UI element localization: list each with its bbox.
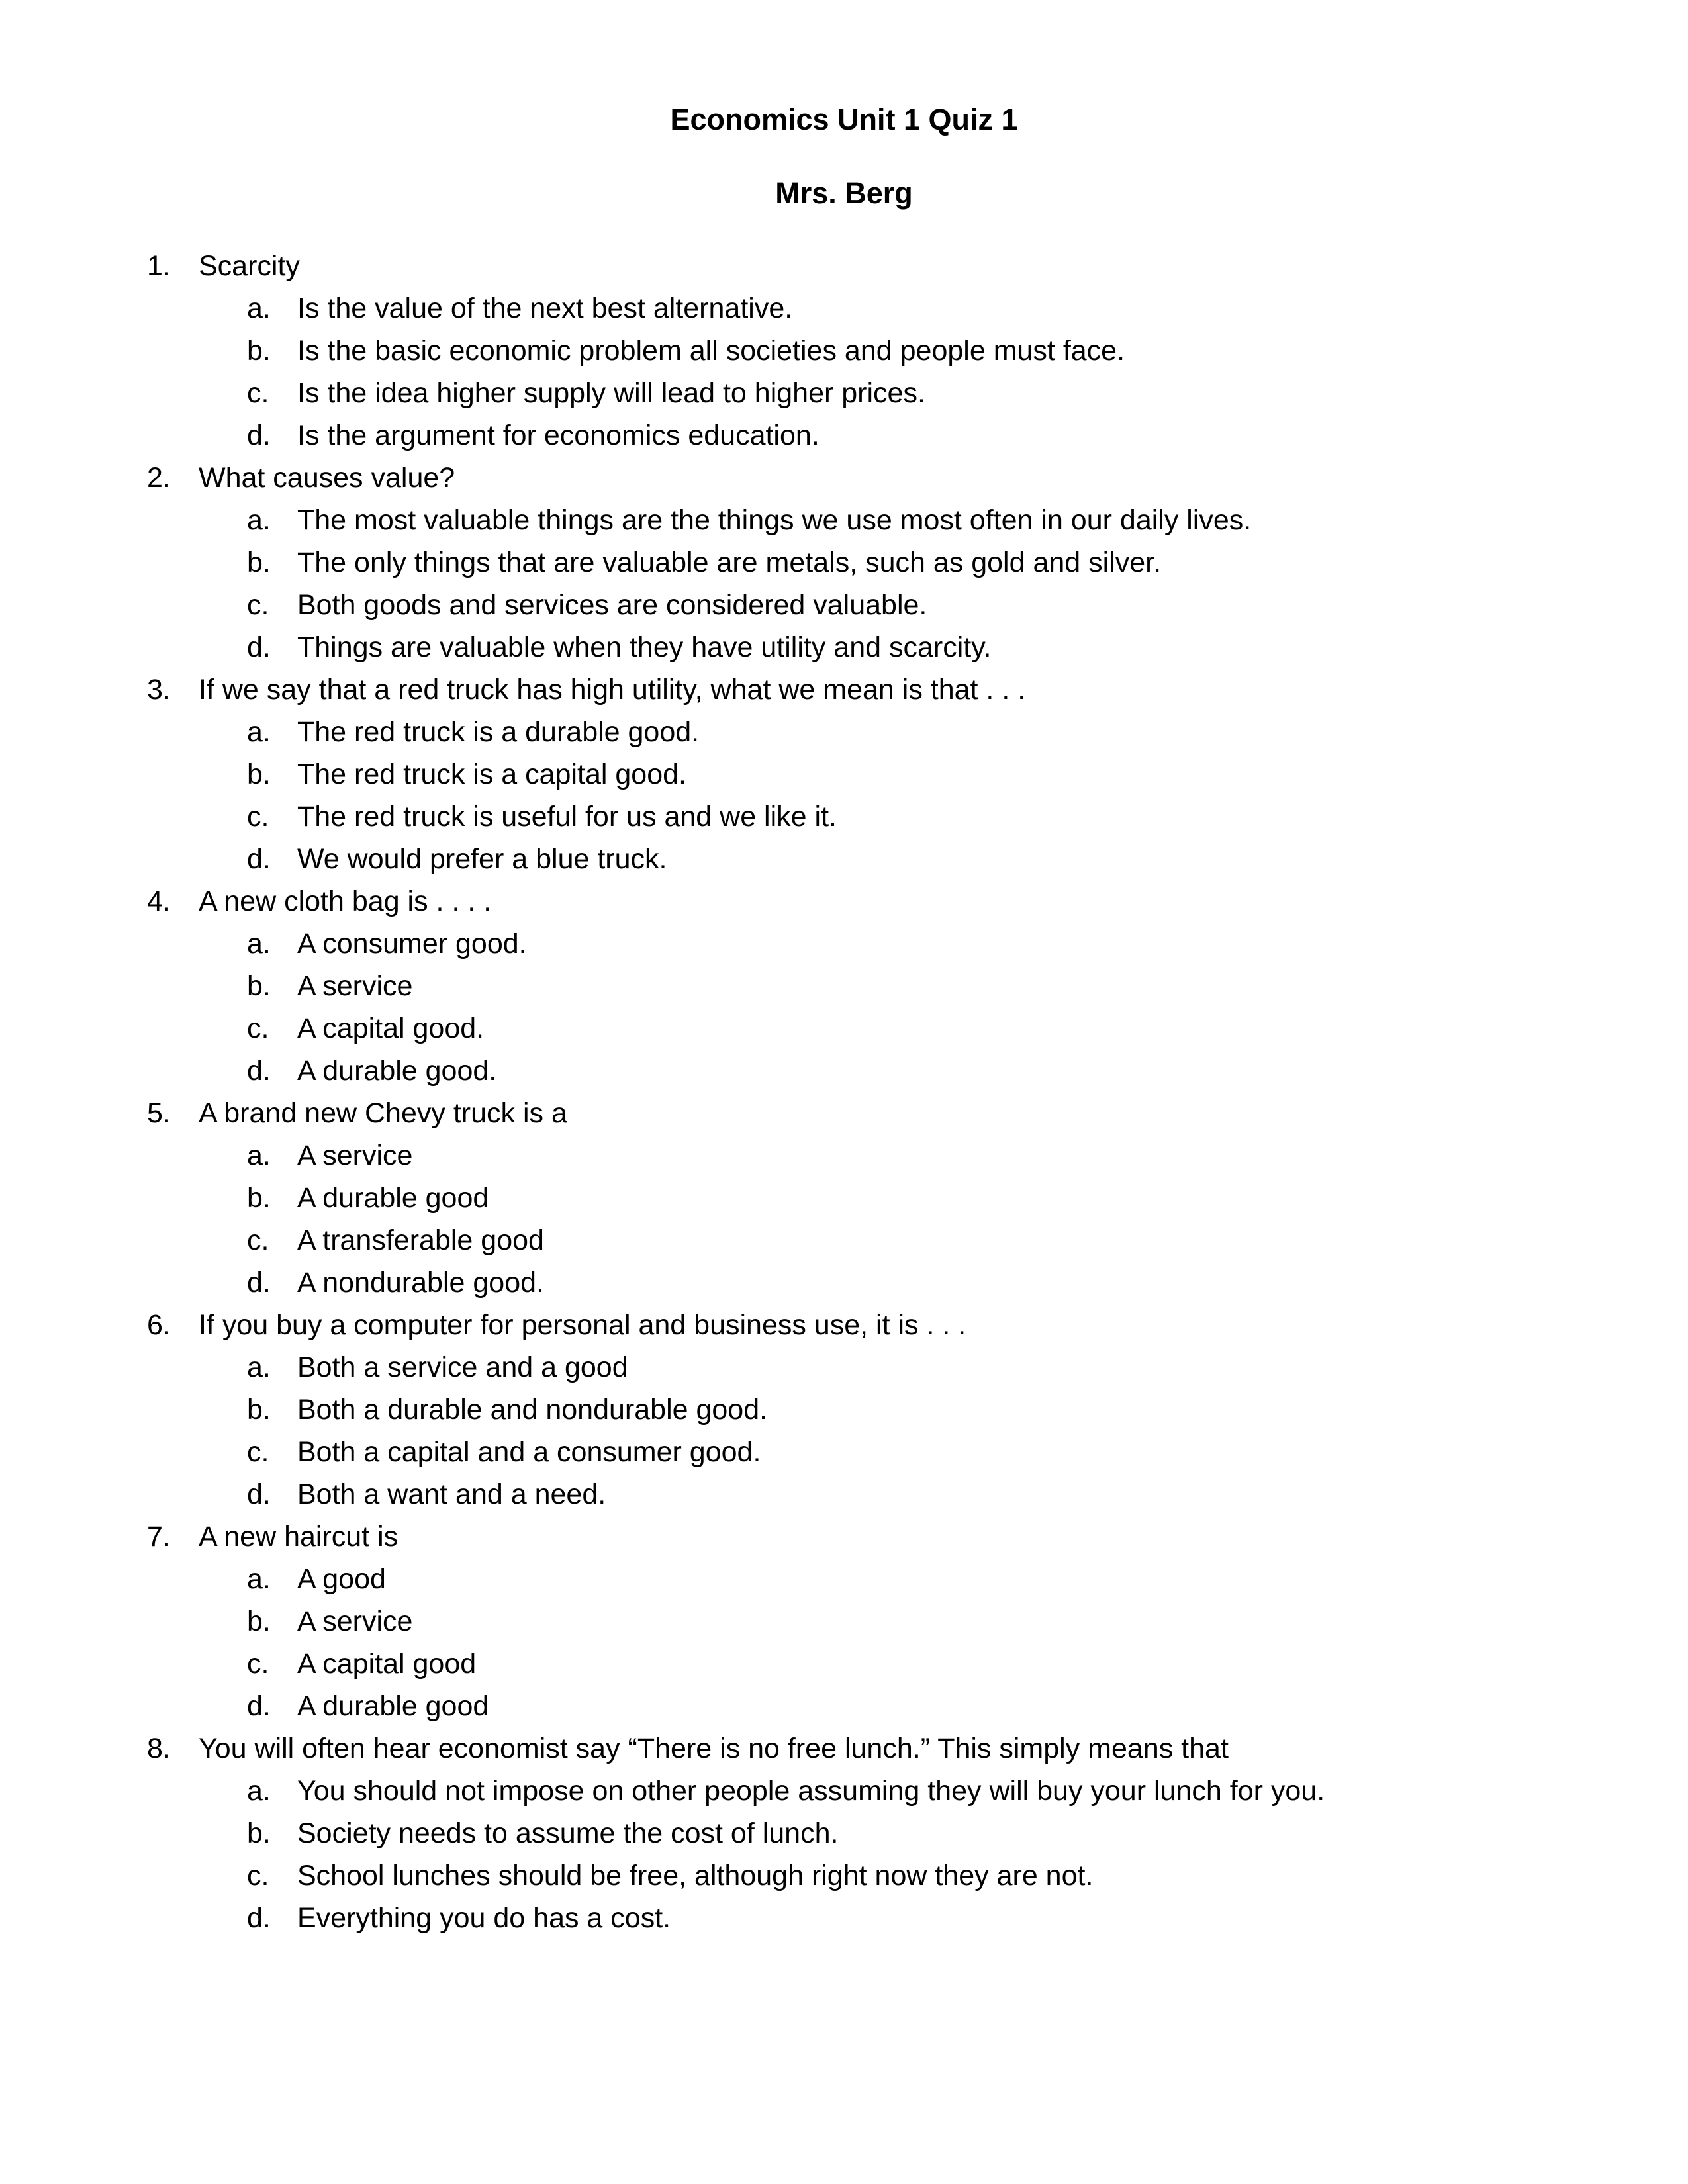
option-letter: d. — [247, 1479, 271, 1510]
option-letter: b. — [247, 1394, 271, 1426]
question-8 — [0, 1727, 1688, 1939]
question-list — [0, 245, 1688, 1939]
question-6 — [0, 1304, 1688, 1516]
option-letter: c. — [247, 1860, 269, 1891]
option-text: Things are valuable when they have utility and scarcity. — [297, 631, 992, 663]
question-text: A brand new Chevy truck is a — [199, 1097, 567, 1129]
option-letter: d. — [247, 1267, 271, 1298]
option-text: A capital good. — [297, 1013, 485, 1044]
question-number: 2. — [147, 462, 171, 494]
answer-options — [0, 711, 1688, 880]
question-7 — [0, 1516, 1688, 1727]
option-text: Both a want and a need. — [297, 1479, 606, 1510]
option-letter: d. — [247, 631, 271, 663]
question-row — [0, 1304, 1688, 1346]
question-row — [0, 1516, 1688, 1558]
answer-options — [0, 1558, 1688, 1727]
option-text: A capital good — [297, 1648, 477, 1680]
option-text: Both a service and a good — [297, 1351, 628, 1383]
option-letter: b. — [247, 1182, 271, 1214]
option-text: You should not impose on other people assuming they will buy your lunch for you. — [297, 1775, 1325, 1807]
option-letter: b. — [247, 1817, 271, 1849]
option-letter: c. — [247, 377, 269, 409]
question-number: 1. — [147, 250, 171, 282]
option-letter: a. — [247, 716, 271, 748]
question-3 — [0, 668, 1688, 880]
option-letter: d. — [247, 1055, 271, 1087]
option-text: We would prefer a blue truck. — [297, 843, 667, 875]
question-text: You will often hear economist say “There is no free lunch.” This simply means that — [199, 1733, 1229, 1764]
question-number: 5. — [147, 1097, 171, 1129]
question-text: If you buy a computer for personal and business use, it is . . . — [199, 1309, 966, 1341]
option-letter: a. — [247, 1140, 271, 1171]
answer-option-c — [0, 1007, 1688, 1050]
question-row — [0, 1727, 1688, 1770]
option-letter: c. — [247, 589, 269, 621]
answer-options — [0, 287, 1688, 457]
option-text: The most valuable things are the things we use most often in our daily lives. — [297, 504, 1252, 536]
answer-option-c — [0, 1431, 1688, 1473]
option-letter: a. — [247, 1563, 271, 1595]
question-text: If we say that a red truck has high utility, what we mean is that . . . — [199, 674, 1026, 705]
option-text: Society needs to assume the cost of lunch. — [297, 1817, 839, 1849]
question-number: 4. — [147, 886, 171, 917]
question-row — [0, 245, 1688, 287]
answer-option-a — [0, 923, 1688, 965]
option-text: Both a durable and nondurable good. — [297, 1394, 768, 1426]
answer-option-d — [0, 1685, 1688, 1727]
option-letter: c. — [247, 1013, 269, 1044]
answer-option-b — [0, 965, 1688, 1007]
option-text: Both a capital and a consumer good. — [297, 1436, 761, 1468]
answer-option-d — [0, 1897, 1688, 1939]
answer-options — [0, 1134, 1688, 1304]
option-letter: a. — [247, 928, 271, 960]
option-letter: a. — [247, 1351, 271, 1383]
question-number: 7. — [147, 1521, 171, 1553]
option-text: A durable good. — [297, 1055, 497, 1087]
option-letter: a. — [247, 293, 271, 324]
option-letter: c. — [247, 1436, 269, 1468]
question-text: A new cloth bag is . . . . — [199, 886, 492, 917]
answer-option-a — [0, 1134, 1688, 1177]
option-text: A consumer good. — [297, 928, 527, 960]
answer-option-b — [0, 330, 1688, 372]
answer-option-d — [0, 414, 1688, 457]
option-letter: b. — [247, 758, 271, 790]
option-letter: d. — [247, 420, 271, 451]
answer-option-c — [0, 796, 1688, 838]
answer-option-d — [0, 1261, 1688, 1304]
answer-option-d — [0, 626, 1688, 668]
question-1 — [0, 245, 1688, 457]
answer-option-c — [0, 584, 1688, 626]
option-letter: b. — [247, 970, 271, 1002]
question-4 — [0, 880, 1688, 1092]
question-row — [0, 1092, 1688, 1134]
option-text: Is the basic economic problem all societies and people must face. — [297, 335, 1125, 367]
option-letter: b. — [247, 547, 271, 578]
option-text: A service — [297, 1606, 413, 1637]
option-letter: a. — [247, 1775, 271, 1807]
answer-option-d — [0, 838, 1688, 880]
question-number: 3. — [147, 674, 171, 705]
option-text: A good — [297, 1563, 386, 1595]
answer-option-c — [0, 1854, 1688, 1897]
option-text: A transferable good — [297, 1224, 544, 1256]
answer-option-d — [0, 1050, 1688, 1092]
option-letter: c. — [247, 1648, 269, 1680]
option-text: Is the idea higher supply will lead to higher prices. — [297, 377, 925, 409]
option-letter: c. — [247, 801, 269, 833]
answer-option-b — [0, 541, 1688, 584]
question-row — [0, 668, 1688, 711]
answer-option-c — [0, 1219, 1688, 1261]
answer-option-c — [0, 372, 1688, 414]
option-text: A nondurable good. — [297, 1267, 544, 1298]
question-text: A new haircut is — [199, 1521, 399, 1553]
option-letter: b. — [247, 1606, 271, 1637]
answer-option-a — [0, 1346, 1688, 1388]
question-text: Scarcity — [199, 250, 300, 282]
option-letter: b. — [247, 335, 271, 367]
answer-option-d — [0, 1473, 1688, 1516]
option-letter: d. — [247, 1690, 271, 1722]
option-text: Is the value of the next best alternative. — [297, 293, 793, 324]
question-row — [0, 880, 1688, 923]
quiz-title: Economics Unit 1 Quiz 1 — [670, 103, 1018, 136]
answer-option-b — [0, 753, 1688, 796]
option-letter: a. — [247, 504, 271, 536]
answer-option-a — [0, 1770, 1688, 1812]
option-text: The red truck is a durable good. — [297, 716, 700, 748]
question-row — [0, 457, 1688, 499]
option-text: Is the argument for economics education. — [297, 420, 820, 451]
option-text: A durable good — [297, 1690, 489, 1722]
option-text: The only things that are valuable are metals, such as gold and silver. — [297, 547, 1162, 578]
answer-option-c — [0, 1643, 1688, 1685]
answer-option-b — [0, 1177, 1688, 1219]
question-number: 6. — [147, 1309, 171, 1341]
answer-option-b — [0, 1600, 1688, 1643]
option-text: The red truck is useful for us and we like it. — [297, 801, 837, 833]
question-number: 8. — [147, 1733, 171, 1764]
option-letter: d. — [247, 1902, 271, 1934]
option-text: A service — [297, 970, 413, 1002]
question-5 — [0, 1092, 1688, 1304]
question-text: What causes value? — [199, 462, 455, 494]
teacher-name: Mrs. Berg — [775, 176, 913, 210]
answer-option-b — [0, 1812, 1688, 1854]
answer-option-a — [0, 1558, 1688, 1600]
answer-option-b — [0, 1388, 1688, 1431]
answer-option-a — [0, 711, 1688, 753]
answer-option-a — [0, 287, 1688, 330]
answer-options — [0, 499, 1688, 668]
answer-option-a — [0, 499, 1688, 541]
option-text: School lunches should be free, although right now they are not. — [297, 1860, 1094, 1891]
option-text: The red truck is a capital good. — [297, 758, 686, 790]
option-letter: d. — [247, 843, 271, 875]
answer-options — [0, 1346, 1688, 1516]
option-text: A service — [297, 1140, 413, 1171]
question-2 — [0, 457, 1688, 668]
option-text: A durable good — [297, 1182, 489, 1214]
option-letter: c. — [247, 1224, 269, 1256]
answer-options — [0, 923, 1688, 1092]
answer-options — [0, 1770, 1688, 1939]
option-text: Both goods and services are considered valuable. — [297, 589, 927, 621]
option-text: Everything you do has a cost. — [297, 1902, 671, 1934]
